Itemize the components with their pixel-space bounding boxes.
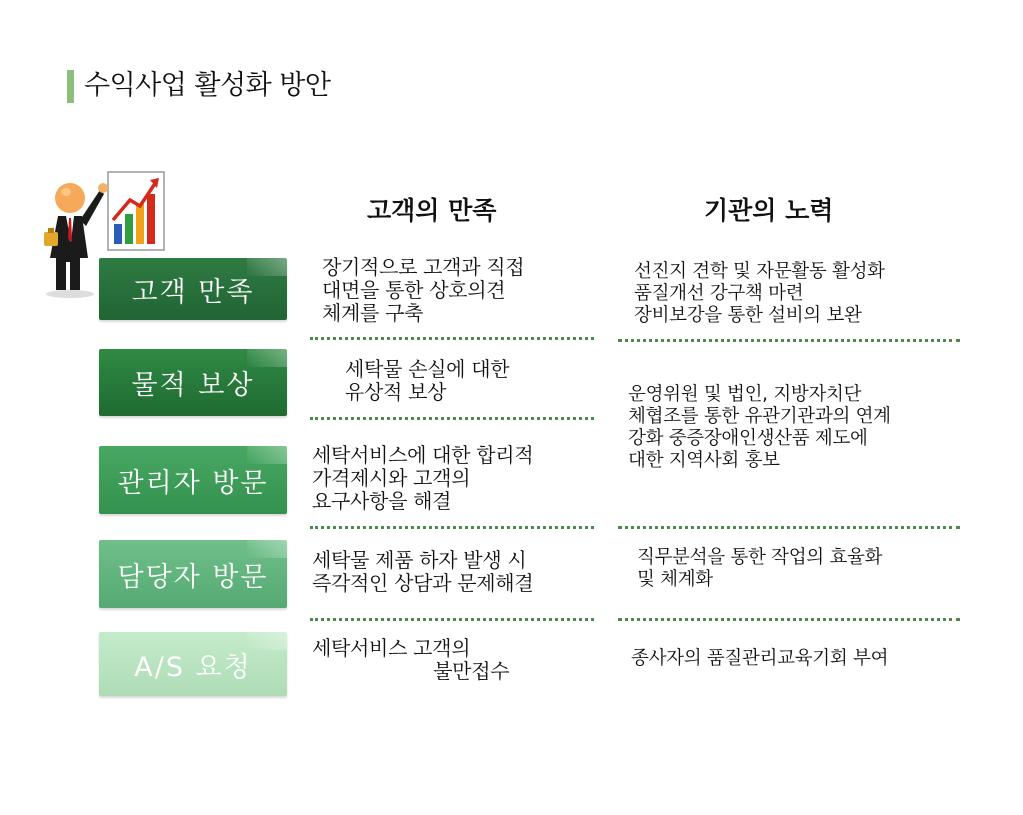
separator-customer-4: [310, 618, 594, 621]
customer-cell-2: 세탁물 손실에 대한 유상적 보상: [345, 357, 510, 404]
row-label-as-request: A/S 요청: [99, 632, 287, 696]
separator-institution-1: [618, 339, 960, 342]
separator-customer-2: [310, 417, 594, 420]
growth-bar-chart-icon: [108, 172, 164, 250]
institution-cell-2: 운영위원 및 법인, 지방자치단 체협조를 통한 유관기관과의 연계 강화 중증장애인생산품 제도에 대한 지역사회 홍보: [628, 384, 891, 471]
institution-cell-4: 종사자의 품질관리교육기회 부여: [631, 648, 889, 669]
separator-customer-1: [310, 337, 594, 340]
page-title: 수익사업 활성화 방안: [84, 70, 331, 101]
institution-cell-3: 직무분석을 통한 작업의 효율화 및 체계화: [637, 547, 883, 590]
title-accent-bar: [67, 70, 74, 103]
customer-cell-3: 세탁서비스에 대한 합리적 가격제시와 고객의 요구사항을 해결: [312, 443, 534, 513]
customer-cell-5: 세탁서비스 고객의 불만접수: [312, 636, 510, 683]
row-label-material-compensation: 물적 보상: [99, 349, 287, 416]
institution-column-header: 기관의 노력: [704, 196, 834, 225]
separator-customer-3: [310, 526, 594, 529]
row-label-customer-satisfaction: 고객 만족: [99, 258, 287, 320]
customer-cell-1: 장기적으로 고객과 직접 대면을 통한 상호의견 체계를 구축: [322, 255, 525, 325]
separator-institution-2: [618, 526, 960, 529]
row-label-manager-visit: 관리자 방문: [99, 446, 287, 514]
separator-institution-3: [618, 618, 960, 621]
customer-column-header: 고객의 만족: [367, 196, 497, 225]
row-label-staff-visit: 담당자 방문: [99, 540, 287, 608]
customer-cell-4: 세탁물 제품 하자 발생 시 즉각적인 상담과 문제해결: [312, 548, 534, 595]
institution-cell-1: 선진지 견학 및 자문활동 활성화 품질개선 강구책 마련 장비보강을 통한 설비의 보완: [634, 261, 885, 326]
